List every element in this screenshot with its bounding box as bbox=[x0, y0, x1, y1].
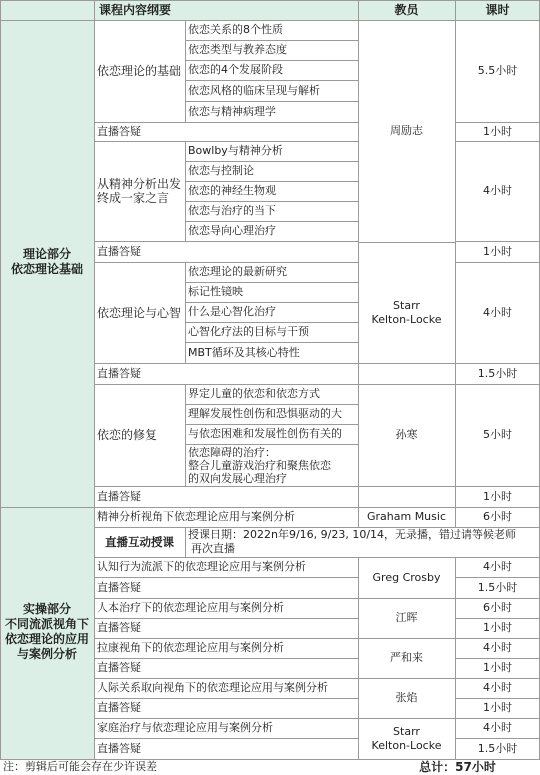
topic: 依恋障碍的治疗： 整合儿童游戏治疗和聚焦依恋 的双向发展心理治疗 bbox=[188, 445, 331, 485]
hours: 6小时 bbox=[483, 510, 512, 523]
group-title-mentalization: 依恋理论与心智 bbox=[97, 305, 182, 320]
teacher: Greg Crosby bbox=[372, 570, 441, 584]
hours: 6小时 bbox=[483, 601, 512, 614]
topic: 依恋的4个发展阶段 bbox=[188, 63, 283, 76]
hours: 4小时 bbox=[483, 184, 512, 197]
hours: 1小时 bbox=[483, 661, 512, 674]
header-hours: 课时 bbox=[485, 3, 510, 17]
hours: 1小时 bbox=[483, 244, 512, 258]
teacher: Starr Kelton-Locke bbox=[371, 298, 442, 326]
section2-label: 实操部分 不同流派视角下 依恋理论的应用 与案例分析 bbox=[4, 602, 89, 661]
group-title-repair: 依恋的修复 bbox=[97, 428, 158, 442]
live-qa-2: 直播答疑 bbox=[97, 244, 141, 258]
topic: 依恋与控制论 bbox=[188, 164, 254, 177]
topic: 依恋关系的8个性质 bbox=[188, 23, 283, 36]
practice-row: 精神分析视角下依恋理论应用与案例分析 bbox=[97, 510, 295, 523]
hours: 4小时 bbox=[483, 681, 512, 694]
practice-row: 家庭治疗与依恋理论应用与案例分析 bbox=[97, 721, 273, 734]
footer-note: 注：剪辑后可能会存在少许误差 bbox=[3, 760, 157, 773]
practice-row: 直播答疑 bbox=[97, 580, 141, 594]
live-schedule-note: 授课日期：2022n年9/16, 9/23, 10/14，无录播，错过请等候老师 再次直播 bbox=[188, 528, 517, 555]
practice-row: 直播答疑 bbox=[97, 701, 141, 714]
practice-row: 直播答疑 bbox=[97, 621, 141, 634]
header-teacher: 教员 bbox=[394, 3, 419, 17]
live-interactive-label: 直播互动授课 bbox=[105, 535, 174, 549]
hours: 1小时 bbox=[483, 621, 512, 634]
hours: 1.5小时 bbox=[477, 741, 518, 755]
topic: 依恋的神经生物观 bbox=[188, 184, 276, 197]
practice-row: 认知行为流派下的依恋理论应用与案例分析 bbox=[97, 560, 306, 573]
topic: Bowlby与精神分析 bbox=[188, 144, 283, 157]
hours: 4小时 bbox=[483, 641, 512, 654]
teacher: 严和来 bbox=[390, 651, 423, 664]
topic: 理解发展性创伤和恐惧驱动的大 bbox=[188, 407, 342, 420]
hours: 4小时 bbox=[483, 721, 512, 734]
hours: 5.5小时 bbox=[477, 64, 518, 77]
practice-row: 人际关系取向视角下的依恋理论应用与案例分析 bbox=[97, 681, 328, 694]
teacher: 孙寒 bbox=[395, 428, 418, 441]
topic: 与依恋困难和发展性创伤有关的 bbox=[188, 427, 342, 440]
hours: 4小时 bbox=[483, 560, 512, 573]
practice-row: 直播答疑 bbox=[97, 741, 141, 755]
hours: 4小时 bbox=[483, 305, 512, 319]
teacher: 周励志 bbox=[390, 124, 423, 137]
topic: 依恋风格的临床呈现与解析 bbox=[188, 83, 320, 97]
live-qa-4: 直播答疑 bbox=[97, 489, 141, 503]
topic: 标记性镜映 bbox=[188, 285, 243, 298]
topic: 依恋与治疗的当下 bbox=[188, 204, 276, 217]
topic: 依恋理论的最新研究 bbox=[188, 265, 287, 278]
live-qa-1: 直播答疑 bbox=[97, 124, 141, 138]
hours: 5小时 bbox=[483, 428, 512, 441]
live-qa-3: 直播答疑 bbox=[97, 366, 141, 380]
teacher: 张焰 bbox=[395, 691, 418, 704]
hours: 1小时 bbox=[483, 701, 512, 714]
topic: 依恋类型与教养态度 bbox=[188, 43, 287, 56]
teacher: Graham Music bbox=[366, 510, 446, 523]
teacher: Starr Kelton-Locke bbox=[371, 724, 442, 752]
header-content: 课程内容纲要 bbox=[98, 3, 171, 17]
practice-row: 直播答疑 bbox=[97, 661, 141, 674]
teacher: 江晖 bbox=[395, 611, 418, 624]
topic: MBT循环及其核心特性 bbox=[188, 345, 300, 359]
practice-row: 人本治疗下的依恋理论应用与案例分析 bbox=[97, 601, 284, 614]
section1-label: 理论部分 依恋理论基础 bbox=[10, 247, 83, 276]
hours: 1小时 bbox=[483, 124, 512, 138]
topic: 什么是心智化治疗 bbox=[188, 305, 276, 318]
topic: 心智化疗法的目标与干预 bbox=[188, 325, 309, 338]
hours: 1.5小时 bbox=[477, 366, 518, 380]
group-title-foundation: 依恋理论的基础 bbox=[97, 64, 182, 78]
topic: 依恋与精神病理学 bbox=[188, 104, 276, 118]
topic: 依恋导向心理治疗 bbox=[188, 224, 276, 237]
topic: 界定儿童的依恋和依恋方式 bbox=[188, 387, 320, 400]
hours: 1小时 bbox=[483, 489, 512, 503]
group-title-psychoanalysis: 从精神分析出发 终成一家之言 bbox=[97, 177, 182, 205]
footer-total: 总计：57小时 bbox=[419, 760, 496, 774]
practice-row: 拉康视角下的依恋理论应用与案例分析 bbox=[97, 641, 284, 654]
hours: 1.5小时 bbox=[477, 580, 518, 594]
